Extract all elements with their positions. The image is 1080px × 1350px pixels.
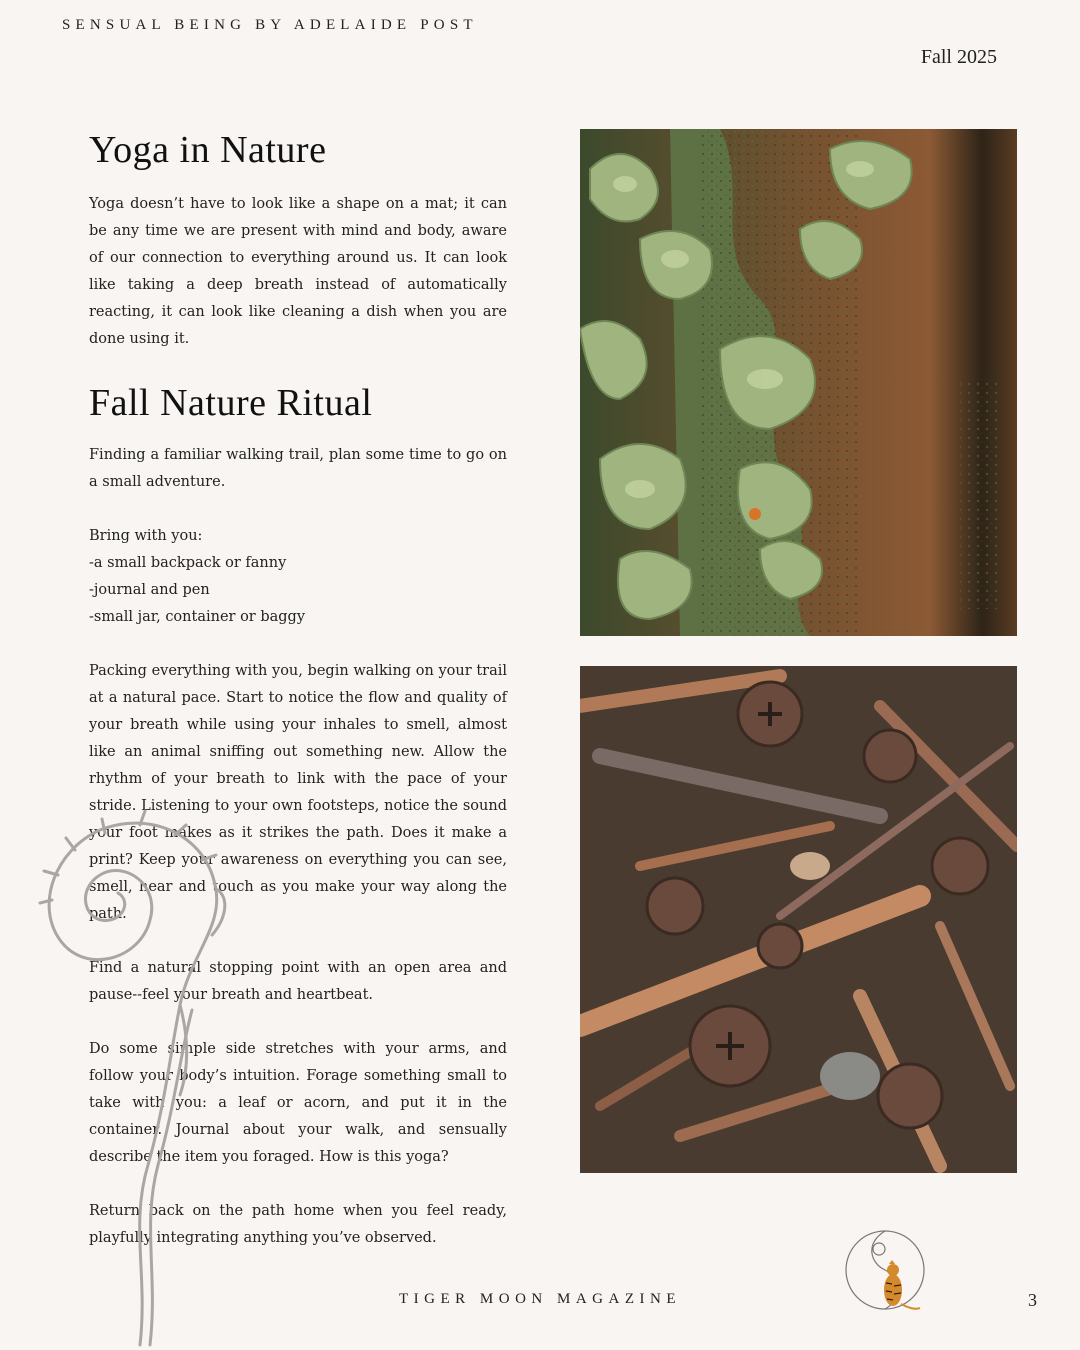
ritual-paragraph: Packing everything with you, begin walking on your trail at a natural pace. Start to notice the flow and quality of your breath while using your inhales to smell, almost like an animal sniffing out something new. Allow the rhythm of your breath to link with the pace of your stride. Listening to your own footsteps, notice the sound your foot makes as it strikes the path. Does it make a print? Keep your awareness on everything you can see, smell, hear and touch as you make your way along the path.	[89, 663, 507, 922]
ritual-paragraph: Find a natural stopping point with an open area and pause--feel your breath and heartbeat.	[89, 960, 507, 1003]
issue-date: Fall 2025	[920, 46, 997, 68]
page-number: 3	[1028, 1290, 1037, 1310]
section-title: Yoga in Nature	[89, 129, 327, 171]
bring-list	[89, 523, 507, 631]
list-item: -small jar, container or baggy	[89, 609, 306, 625]
tiger-moon-logo-icon	[845, 1228, 930, 1318]
ritual-intro: Finding a familiar walking trail, plan some time to go on a small adventure.	[89, 447, 507, 490]
series-title: SENSUAL BEING BY ADELAIDE POST	[62, 17, 478, 33]
list-item: -journal and pen	[89, 582, 210, 598]
list-item: -a small backpack or fanny	[89, 555, 287, 571]
ritual-paragraph: Do some simple side stretches with your arms, and follow your body’s intuition. Forage something small to take with you: a leaf or acorn, and put it in the container. Journal about your walk, and sensually describe the item you foraged. How is this yoga?	[89, 1041, 507, 1165]
bring-label: Bring with you:	[89, 528, 203, 544]
magazine-name: TIGER MOON MAGAZINE	[399, 1291, 681, 1307]
section-fall-nature-ritual	[89, 381, 507, 1252]
lichen-bark-photo	[580, 129, 1017, 636]
acorns-bark-chips-photo	[580, 666, 1017, 1173]
section-body: Yoga doesn’t have to look like a shape on a mat; it can be any time we are present with mind and body, aware of our connection to everything around us. It can look like taking a deep breath instead of automatically reacting, it can look like cleaning a dish when you are done using it.	[89, 196, 507, 347]
section-yoga-in-nature	[89, 128, 507, 353]
section-title: Fall Nature Ritual	[89, 382, 373, 424]
ritual-paragraph: Return back on the path home when you feel ready, playfully integrating anything you’ve observed.	[89, 1203, 507, 1246]
